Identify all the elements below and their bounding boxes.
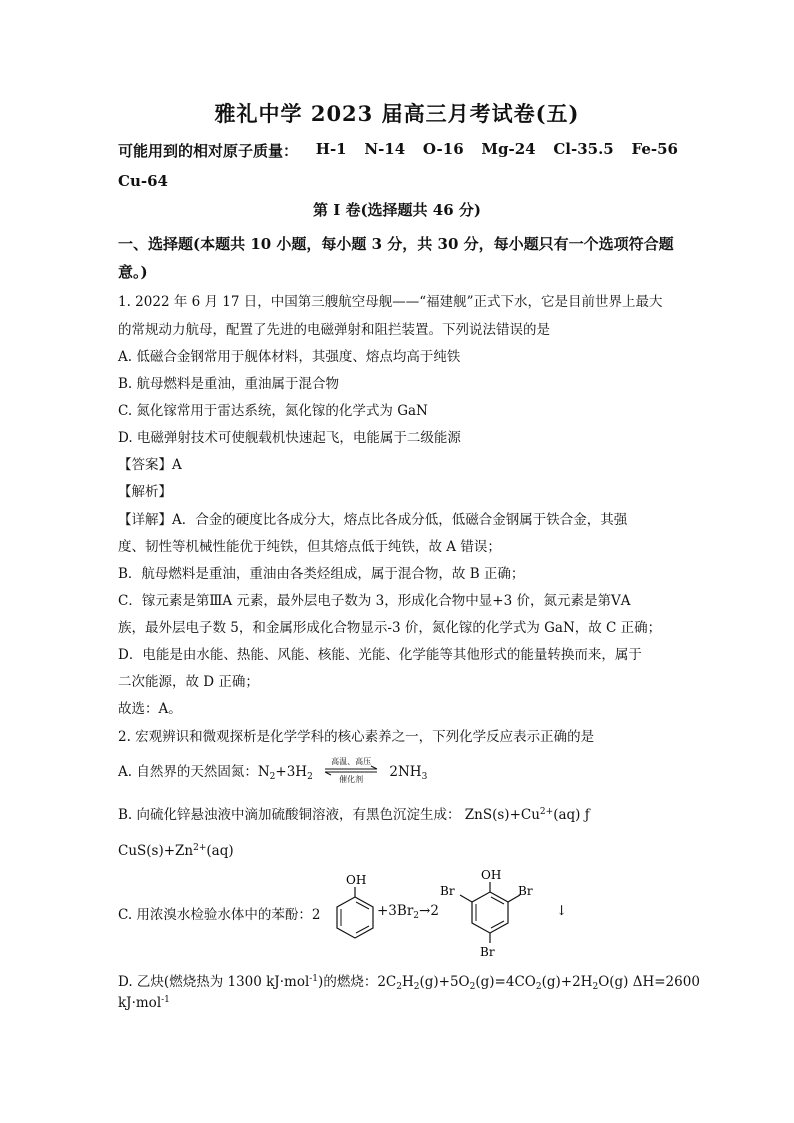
br-label: Br [518, 884, 533, 898]
q2-b-text: B. 向硫化锌悬浊液中滴加硫酸铜溶液，有黑色沉淀生成： ZnS(s)+Cu [118, 807, 540, 823]
section-heading: 一、选择题(本题共 10 小题，每小题 3 分，共 30 分，每小题只有一个选项符合题意。) [118, 235, 674, 281]
phenol-structure-icon [325, 870, 385, 945]
subscript: 2 [396, 982, 402, 992]
superscript: -1 [309, 974, 319, 984]
q2-c-text: C. 用浓溴水检验水体中的苯酚：2 [118, 907, 321, 923]
q2-c-br2: +3Br [377, 903, 414, 919]
q2-d-text: D. 乙炔(燃烧热为 1300 kJ·mol [118, 974, 310, 990]
reaction-condition-top: 高温、高压 [331, 757, 372, 766]
q1-detail-line1: 【详解】A．合金的硬度比各成分大，熔点比各成分低，低磁合金钢属于铁合金，其强 [118, 512, 628, 528]
q2-b-tail: (aq) ƒ [553, 807, 590, 823]
subscript: 3 [421, 772, 428, 782]
q1-detail-line8: 故选：A。 [118, 701, 182, 717]
oh-label: OH [346, 873, 367, 887]
q2-d-eq3: (g)+2H [541, 974, 593, 990]
mass-h: H-1 [315, 140, 347, 158]
q2-d-line2: kJ·mol [118, 995, 162, 1011]
q1-analysis-label: 【解析】 [118, 484, 172, 500]
q1-answer: 【答案】A [118, 457, 182, 473]
tribromophenol-structure-icon [440, 865, 540, 965]
q1-option-a: A. 低磁合金钢常用于舰体材料，其强度、熔点均高于纯铁 [118, 349, 461, 365]
q1-option-c: C. 氮化镓常用于雷达系统，氮化镓的化学式为 GaN [118, 403, 428, 419]
q1-detail-line5: 族，最外层电子数 5，和金属形成化合物显示-3 价，氮化镓的化学式为 GaN，故 C 正确； [118, 620, 662, 636]
q1-stem-line2: 的常规动力航母，配置了先进的电磁弹射和阻拦装置。下列说法错误的是 [118, 322, 550, 338]
q2-d-eq: (g)+5O [419, 974, 470, 990]
volume-title: 第 I 卷(选择题共 46 分) [313, 201, 481, 219]
masses-label: 可能用到的相对原子质量： [118, 142, 299, 160]
q1-detail-line7: 二次能源，故 D 正确； [118, 674, 259, 690]
mass-cu: Cu-64 [118, 172, 168, 190]
subscript: 2 [269, 772, 276, 782]
superscript: 2+ [193, 843, 207, 853]
q2-option-d-line2 [118, 995, 170, 1011]
q1-detail-line6: D．电能是由水能、热能、风能、核能、光能、化学能等其他形式的能量转换而来，属于 [118, 647, 642, 663]
q1-detail-line2: 度、韧性等机械性能优于纯铁，但其熔点低于纯铁，故 A 错误； [118, 539, 501, 555]
reversible-arrow [321, 757, 381, 784]
br-label: Br [440, 884, 455, 898]
page-title: 雅礼中学 2023 届高三月考试卷(五) [214, 101, 580, 126]
q2-b-line2-tail: (aq) [206, 843, 234, 859]
reaction-condition-bottom: 催化剂 [339, 775, 364, 784]
q2-a-text: A. 自然界的天然固氮：N [118, 764, 270, 780]
q2-d-mid: )的燃烧：2C [318, 974, 397, 990]
subscript: 2 [413, 982, 420, 992]
oh-label: OH [481, 868, 502, 882]
atomic-masses [118, 140, 678, 161]
q2-option-b-line2 [118, 843, 234, 859]
mass-fe: Fe-56 [631, 140, 678, 158]
subscript: 2 [592, 982, 599, 992]
br-label: Br [480, 945, 495, 959]
q2-d-eq2: (g)=4CO [475, 974, 536, 990]
q2-option-b [118, 803, 590, 823]
q2-b-line2: CuS(s)+Zn [118, 843, 194, 859]
mass-n: N-14 [364, 140, 406, 158]
q2-stem: 2. 宏观辨识和微观探析是化学学科的核心素养之一，下列化学反应表示正确的是 [118, 729, 595, 745]
q2-option-d [118, 970, 700, 992]
q1-option-d: D. 电磁弹射技术可使舰载机快速起飞，电能属于二级能源 [118, 430, 461, 446]
q1-detail-line3: B．航母燃料是重油，重油由各类烃组成，属于混合物，故 B 正确； [118, 566, 525, 582]
q1-option-b: B. 航母燃料是重油，重油属于混合物 [118, 376, 340, 392]
superscript: -1 [161, 995, 170, 1005]
mass-mg: Mg-24 [481, 140, 536, 158]
q2-d-eq4: O(g) ΔH=2600 [598, 974, 700, 990]
mass-cl: Cl-35.5 [553, 140, 614, 158]
precipitate-arrow: ↓ [556, 903, 568, 919]
subscript: 2 [535, 982, 542, 992]
q1-stem-line1: 1. 2022 年 6 月 17 日，中国第三艘航空母舰——“福建舰”正式下水，它是目前世界上最大 [118, 294, 663, 310]
superscript: 2+ [539, 807, 554, 817]
hydrogen: H [401, 974, 414, 990]
subscript: 2 [307, 772, 313, 782]
mass-o: O-16 [422, 140, 464, 158]
subscript: 2 [413, 911, 420, 921]
q2-a-product: 2NH [389, 764, 422, 780]
q2-c-arrow: →2 [419, 903, 439, 919]
q2-a-mid: +3H [275, 764, 308, 780]
q2-option-c [118, 903, 321, 923]
q2-c-mid [377, 903, 439, 921]
q2-option-a [118, 757, 428, 784]
q1-detail-line4: C．镓元素是第ⅢA 元素，最外层电子数为 3，形成化合物中显+3 价，氮元素是第ⅤA [118, 593, 631, 609]
subscript: 2 [469, 982, 476, 992]
